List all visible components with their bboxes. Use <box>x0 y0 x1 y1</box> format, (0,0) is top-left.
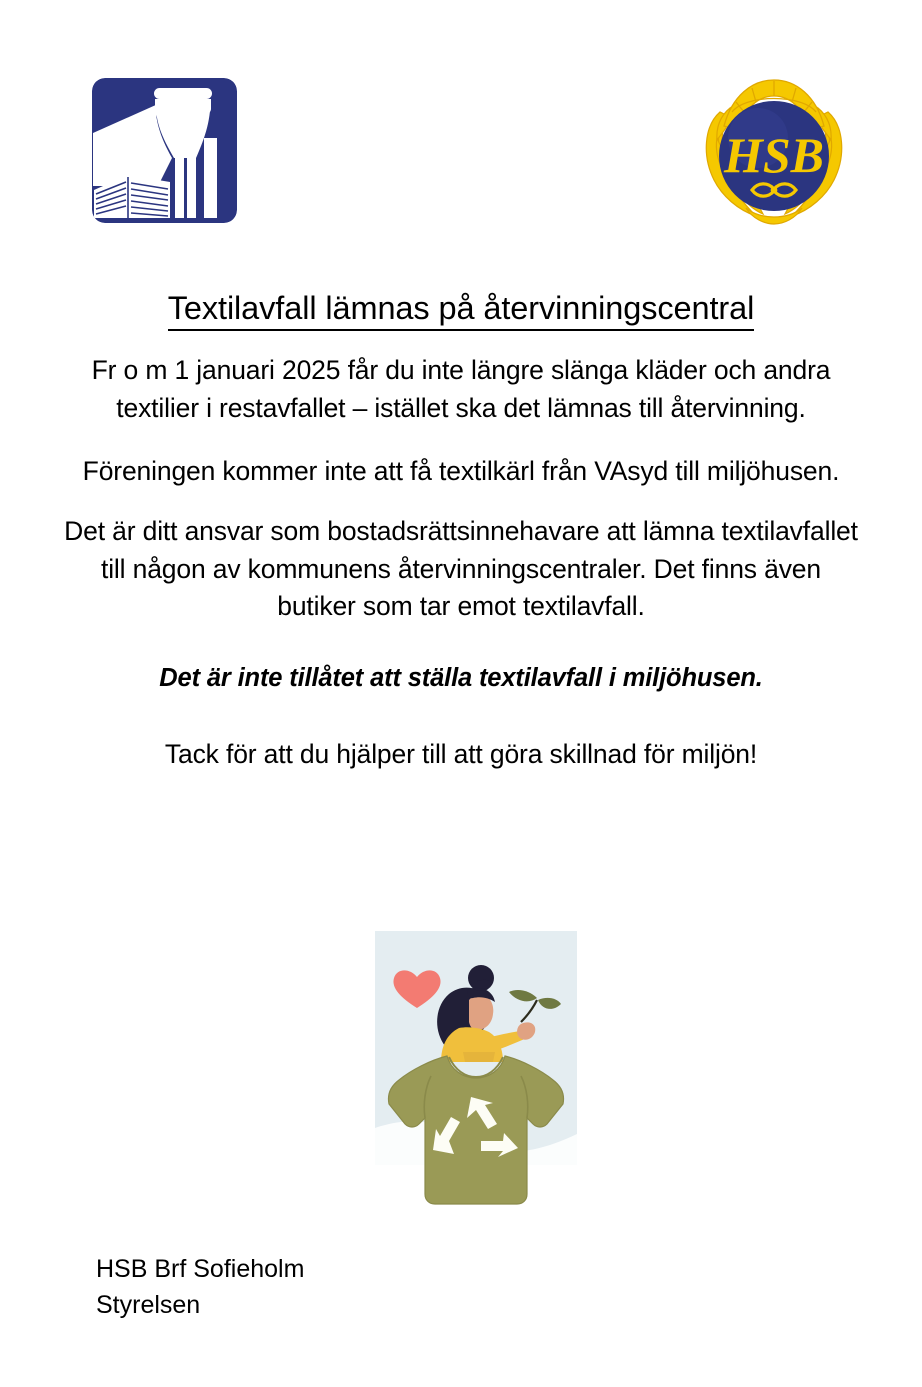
document-header <box>0 0 922 250</box>
notice-body <box>63 352 859 774</box>
vasyd-watertower-logo <box>92 78 237 223</box>
paragraph-3: Det är ditt ansvar som bostadsrättsinnehavare att lämna textilavfallet till någon av kommunens återvinningscentraler. Det finns även butiker som tar emot textilavfall. <box>64 515 858 622</box>
hsb-letters: HSB <box>723 127 825 183</box>
paragraph-2: Föreningen kommer inte att få textilkärl från VAsyd till miljöhusen. <box>82 456 840 487</box>
page-title-text: Textilavfall lämnas på återvinningscentral <box>168 290 755 331</box>
signature-line-2: Styrelsen <box>96 1290 201 1319</box>
paragraph-1: Fr o m 1 januari 2025 får du inte längre slänga kläder och andra textilier i restavfallet – istället ska det lämnas till återvinning. <box>91 355 831 423</box>
emphasis-statement: Det är inte tillåtet att ställa textilavfall i miljöhusen. <box>159 663 763 692</box>
thanks-statement: Tack för att du hjälper till att göra skillnad för miljön! <box>164 738 758 769</box>
page-title <box>0 288 922 329</box>
recycled-tshirt-illustration <box>375 928 577 1208</box>
signature-block <box>96 1252 304 1323</box>
signature-line-1: HSB Brf Sofieholm <box>96 1255 305 1283</box>
hsb-emblem-logo <box>690 68 858 236</box>
